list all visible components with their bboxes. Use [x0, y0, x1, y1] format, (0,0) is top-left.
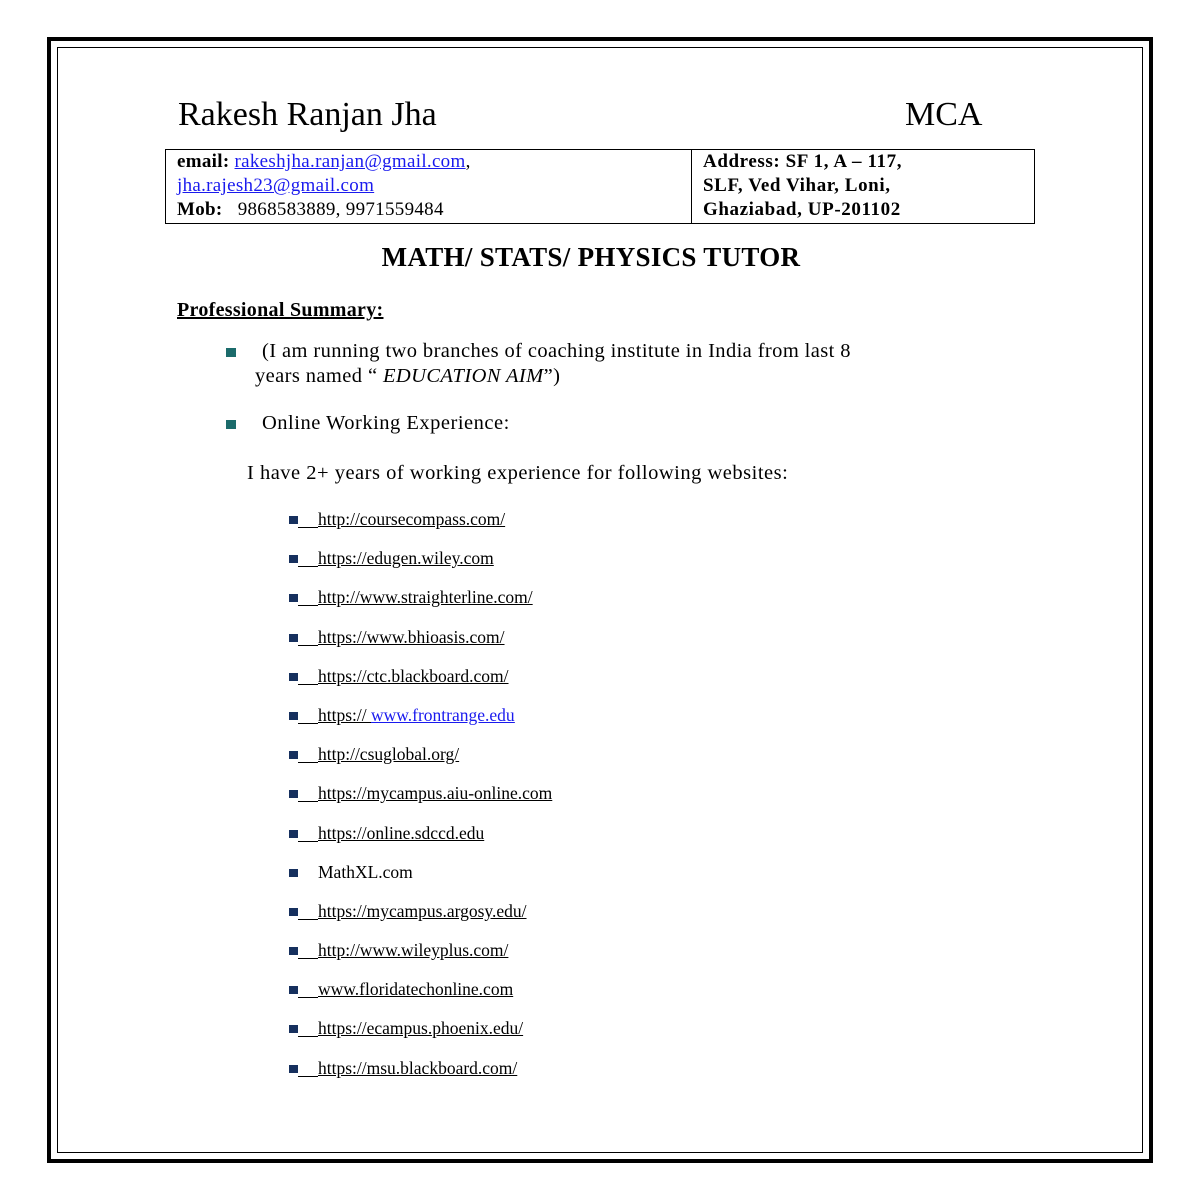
- website-link[interactable]: www.floridatechonline.com: [318, 979, 514, 1000]
- summary-bullet-text-line1: (I am running two branches of coaching institute in India from last 8: [262, 340, 851, 362]
- institute-name: EDUCATION AIM: [382, 365, 544, 387]
- square-bullet-icon: [226, 420, 236, 429]
- address-cell: [692, 150, 1034, 223]
- square-bullet-icon: [289, 712, 298, 720]
- bullet-text-suffix: ”): [543, 365, 561, 387]
- bullet-underline: [298, 958, 318, 959]
- bullet-text-prefix: years named “: [255, 365, 383, 387]
- resume-title: MATH/ STATS/ PHYSICS TUTOR: [381, 242, 801, 272]
- website-link[interactable]: https://mycampus.aiu-online.com: [318, 783, 553, 804]
- square-bullet-icon: [289, 555, 298, 563]
- square-bullet-icon: [289, 751, 298, 759]
- website-link[interactable]: https://ecampus.phoenix.edu/: [318, 1018, 524, 1039]
- website-link[interactable]: https://www.bhioasis.com/: [318, 626, 505, 647]
- bullet-underline: [298, 1036, 318, 1037]
- website-link: MathXL.com: [318, 861, 413, 882]
- mobile-label: Mob:: [177, 199, 223, 220]
- square-bullet-icon: [289, 869, 298, 877]
- square-bullet-icon: [289, 594, 298, 602]
- website-link[interactable]: https://ctc.blackboard.com/: [318, 665, 509, 686]
- candidate-name: Rakesh Ranjan Jha: [178, 96, 437, 133]
- website-link[interactable]: http://csuglobal.org/: [318, 744, 460, 765]
- bullet-underline: [298, 762, 318, 763]
- website-link[interactable]: http://coursecompass.com/: [318, 509, 506, 529]
- bullet-underline: [298, 527, 318, 528]
- email-link-primary[interactable]: rakeshjha.ranjan@gmail.com: [234, 151, 466, 172]
- square-bullet-icon: [289, 1025, 298, 1033]
- bullet-underline: [298, 645, 318, 646]
- address-line-3: Ghaziabad, UP-201102: [703, 199, 901, 220]
- email-separator: ,: [465, 151, 471, 172]
- bullet-underline: [298, 566, 318, 567]
- mobile-line: [177, 198, 691, 222]
- bullet-underline: [298, 997, 318, 998]
- candidate-degree: MCA: [905, 96, 983, 133]
- bullet-underline: [298, 723, 318, 724]
- website-link[interactable]: https://online.sdccd.edu: [318, 822, 485, 843]
- website-link[interactable]: https://mycampus.argosy.edu/: [318, 900, 527, 921]
- mobile-value: 9868583889, 9971559484: [237, 199, 444, 220]
- address-line-1: Address: SF 1, A – 117,: [703, 151, 903, 172]
- square-bullet-icon: [289, 1065, 298, 1073]
- website-link[interactable]: http://www.straighterline.com/: [318, 587, 533, 608]
- bullet-underline: [298, 919, 318, 920]
- contact-table: [165, 149, 1035, 224]
- email-line-2: [177, 174, 691, 198]
- square-bullet-icon: [289, 947, 298, 955]
- summary-bullet-online-text: Online Working Experience:: [262, 412, 510, 434]
- square-bullet-icon: [226, 348, 236, 357]
- website-link-prefix[interactable]: https://: [318, 704, 371, 725]
- bullet-underline: [298, 1076, 318, 1077]
- email-link-secondary[interactable]: jha.rajesh23@gmail.com: [177, 175, 375, 196]
- bullet-underline: [298, 801, 318, 802]
- square-bullet-icon: [289, 908, 298, 916]
- square-bullet-icon: [289, 516, 298, 524]
- square-bullet-icon: [289, 986, 298, 994]
- website-link-hyperlink[interactable]: www.frontrange.edu: [371, 704, 515, 725]
- email-line: [177, 150, 691, 174]
- square-bullet-icon: [289, 634, 298, 642]
- section-heading-professional-summary: Professional Summary:: [177, 299, 384, 321]
- website-link[interactable]: https://edugen.wiley.com: [318, 548, 494, 569]
- square-bullet-icon: [289, 673, 298, 681]
- experience-intro: I have 2+ years of working experience for following websites:: [247, 462, 789, 484]
- bullet-underline: [298, 841, 318, 842]
- square-bullet-icon: [289, 790, 298, 798]
- bullet-underline: [298, 684, 318, 685]
- website-link[interactable]: https://msu.blackboard.com/: [318, 1057, 518, 1078]
- website-link[interactable]: [318, 704, 515, 726]
- bullet-underline: [298, 605, 318, 606]
- square-bullet-icon: [289, 830, 298, 838]
- summary-bullet-text-line2: [255, 364, 560, 389]
- website-link[interactable]: http://www.wileyplus.com/: [318, 940, 509, 961]
- contact-info-cell: [166, 150, 692, 223]
- address-line-2: SLF, Ved Vihar, Loni,: [703, 175, 891, 196]
- email-label: email:: [177, 151, 230, 172]
